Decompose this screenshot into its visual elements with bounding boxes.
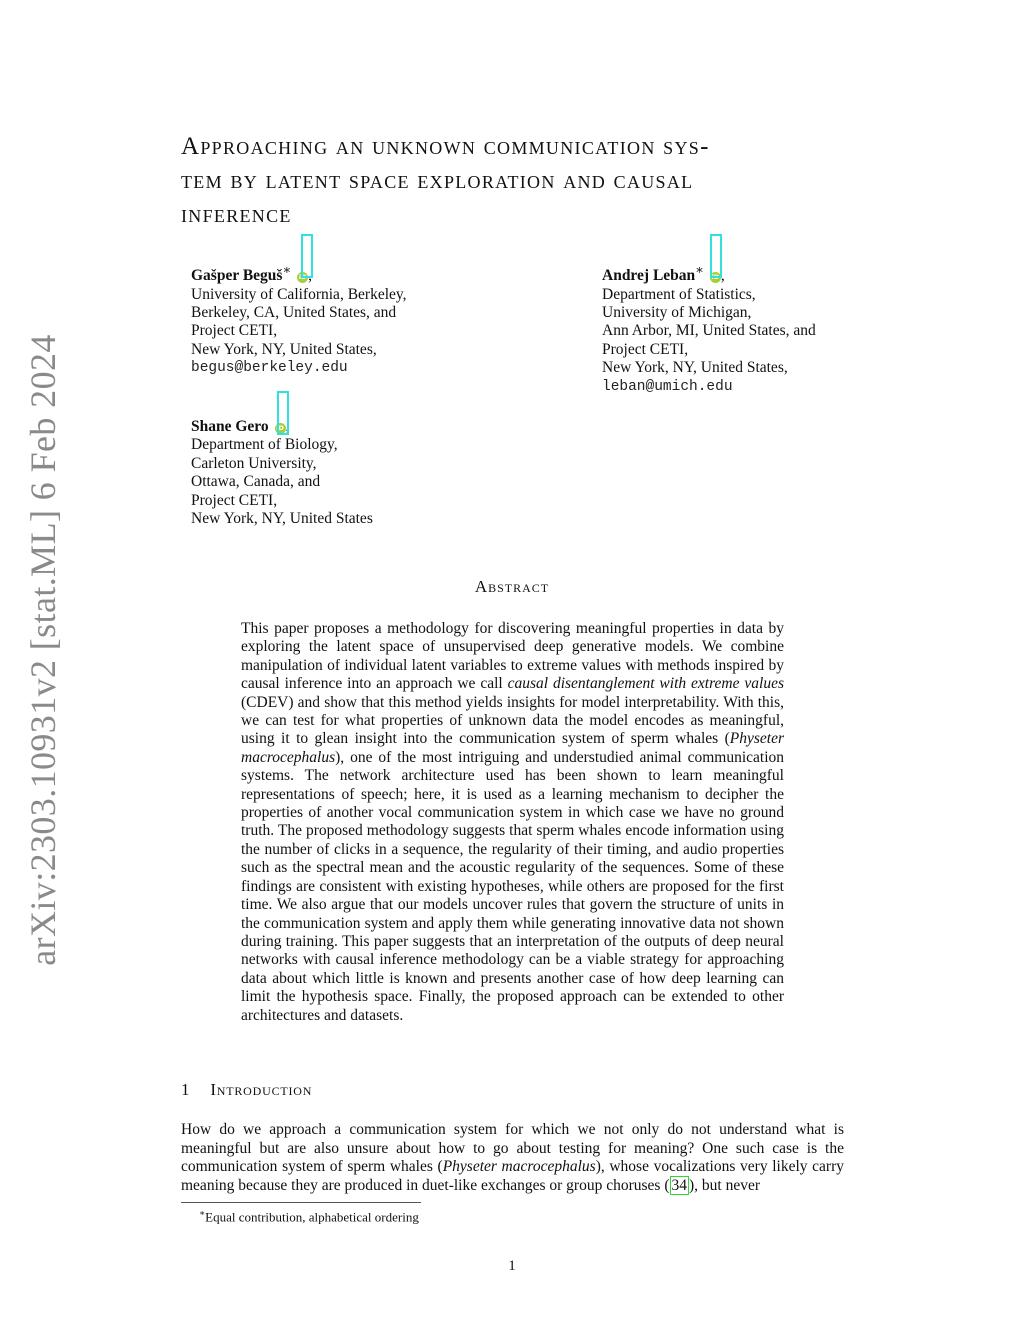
intro-text-part: ), but never — [689, 1176, 761, 1194]
footnote-divider — [181, 1202, 421, 1203]
citation-link[interactable]: 34 — [671, 1176, 687, 1194]
affiliation-line: Carleton University, — [191, 454, 317, 472]
affiliation-line: New York, NY, United States, — [191, 340, 377, 358]
affiliation-line: New York, NY, United States, — [602, 359, 788, 377]
author-email[interactable]: begus@berkeley.edu — [191, 360, 348, 377]
footnote-text: Equal contribution, alphabetical ordering — [205, 1209, 419, 1225]
footnote-marker: ∗ — [199, 1208, 206, 1218]
author-name: Gašper Beguš — [191, 267, 283, 285]
affiliation-line: Department of Statistics, — [602, 285, 756, 303]
author-marker: ∗ — [695, 262, 704, 277]
author-gero: Shane Gero iD , Department of Biology, Carleton University, Ottawa, Canada, and Project CETI, New York, NY, United States — [191, 418, 373, 528]
author-name: Shane Gero — [191, 418, 269, 435]
author-email[interactable]: leban@umich.edu — [602, 378, 733, 395]
intro-text-part: How do we approach a communication system for which we not only do not understand what is meaningful but are also unsure about how to go about testing for meaning? One such case is the communication system of sperm whales ( — [181, 1121, 844, 1176]
affiliation-line: University of California, Berkeley, — [191, 285, 407, 303]
orcid-icon[interactable]: iD — [298, 273, 307, 282]
arxiv-identifier[interactable]: arXiv:2303.10931v2 [stat.ML] 6 Feb 2024 — [23, 334, 63, 966]
affiliation-line: Project CETI, — [191, 491, 278, 509]
section-title: Introduction — [210, 1080, 313, 1099]
affiliation-line: Ottawa, Canada, and — [191, 473, 321, 491]
title-line: Approaching an unknown communication sys- — [181, 133, 710, 160]
affiliation-line: Project CETI, — [602, 340, 689, 358]
abstract-text-part: ), one of the most intriguing and understudied animal communication systems. The network architecture used has been shown to learn meaningful representations of speech; here, it is used as a learning mechanism to decipher the properties of another vocal communication system in which case we have no ground truth. The proposed methodology suggests that sperm whales encode information using the number of clicks in a sequence, the regularity of their timing, and audio properties such as the spectral mean and the acoustic regularity of the sequences. Some of these findings are consistent with existing hypotheses, while others are proposed for the first time. We also argue that our models uncover rules that govern the structure of units in the communication system and apply them while generating innovative data not shown during training. This paper suggests that an interpretation of the outputs of deep neural networks with causal inference methodology can be a viable strategy for approaching data about which little is known and presents another case of how deep learning can limit the hypothesis space. Finally, the proposed approach can be extended to other architectures and datasets. — [241, 748, 784, 1024]
footnote — [199, 1208, 419, 1225]
abstract-text-part: (CDEV) and show that this method yields insights for model interpretability. With this, we can test for what properties of unknown data the model encodes as meaningful, using it to glean insight into the communication system of sperm whales ( — [241, 693, 784, 748]
author-leban: Andrej Leban∗ iD , Department of Statistics, University of Michigan, Ann Arbor, MI, United States, and Project CETI, New York, NY, United States, leban@umich.edu — [602, 262, 816, 395]
page-number: 1 — [508, 1258, 516, 1274]
section-heading — [181, 1080, 312, 1100]
orcid-link-box[interactable] — [710, 234, 722, 278]
orcid-icon[interactable]: iD — [276, 424, 284, 432]
author-marker: ∗ — [282, 262, 292, 277]
title-line: inference — [181, 201, 292, 228]
orcid-icon[interactable]: iD — [711, 273, 720, 282]
author-name: Andrej Leban — [602, 267, 696, 285]
affiliation-line: University of Michigan, — [602, 303, 752, 321]
abstract-emphasis: Physeter macrocephalus — [241, 730, 784, 766]
affiliation-line: Berkeley, CA, United States, and — [191, 303, 397, 321]
abstract-heading: Abstract — [474, 577, 550, 596]
title-line: tem by latent space exploration and causal — [181, 167, 694, 194]
abstract-text — [241, 620, 784, 1025]
affiliation-line: Department of Biology, — [191, 436, 338, 454]
abstract-text-part: This paper proposes a methodology for discovering meaningful properties in data by exploring the latent space of unsupervised deep generative models. We combine manipulation of individual latent variables to extreme values with methods inspired by causal inference into an approach we call — [241, 620, 784, 693]
section-number: 1 — [181, 1080, 191, 1099]
affiliation-line: Project CETI, — [191, 322, 278, 340]
affiliation-line: Ann Arbor, MI, United States, and — [602, 322, 816, 340]
intro-emphasis: Physeter macrocephalus — [442, 1158, 596, 1176]
author-begus: Gašper Beguš∗ iD , University of California, Berkeley, Berkeley, CA, United States, and Project CETI, New York, NY, United States, begus@berkeley.edu — [191, 262, 407, 377]
orcid-link-box[interactable] — [277, 391, 289, 435]
abstract-emphasis: causal disentanglement with extreme values — [507, 675, 784, 693]
paper-title — [181, 130, 851, 232]
intro-text-part: ), whose vocalizations very likely carry meaning because they are produced in duet-like exchanges or group choruses ( — [181, 1158, 844, 1194]
introduction-text — [181, 1121, 844, 1195]
orcid-link-box[interactable] — [301, 234, 313, 278]
affiliation-line: New York, NY, United States — [191, 510, 373, 528]
